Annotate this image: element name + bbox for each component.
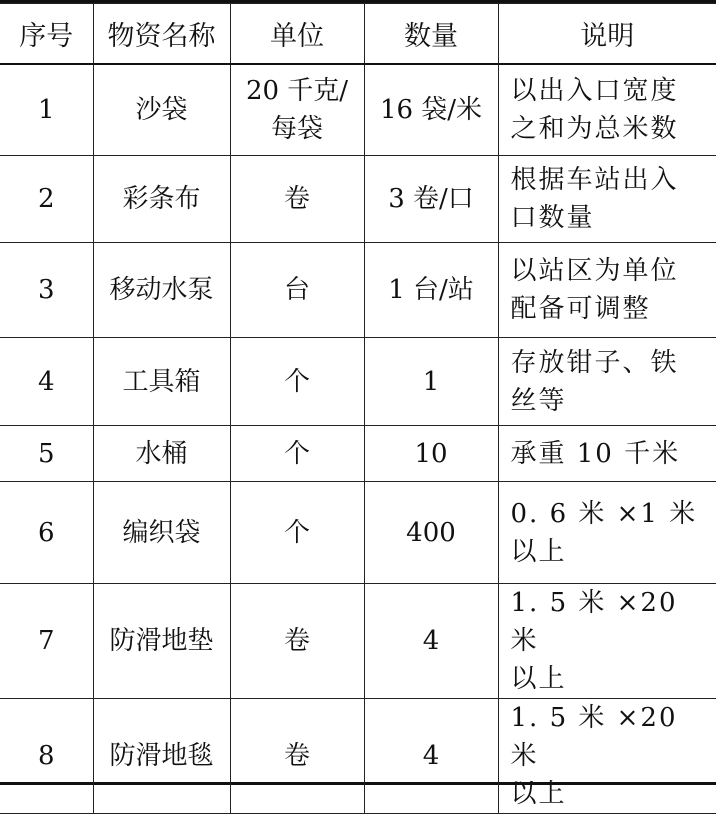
- cell-note: [498, 156, 716, 243]
- cell-unit: [230, 699, 364, 814]
- cell-note: [498, 64, 716, 156]
- table-row: [0, 699, 716, 814]
- header-no: 序号: [0, 4, 93, 64]
- cell-unit-text: 个: [283, 366, 310, 397]
- cell-note-text: 以出入口宽度 之和为总米数: [510, 75, 679, 144]
- table-row: [0, 64, 716, 156]
- cell-name: 防滑地毯: [93, 699, 230, 814]
- cell-unit: [230, 338, 364, 426]
- cell-name: 水桶: [93, 426, 230, 482]
- cell-note: [498, 482, 716, 584]
- cell-quantity: 400: [364, 482, 498, 584]
- table-header-row: [0, 4, 716, 64]
- header-name: 物资名称: [93, 4, 230, 64]
- materials-table: [0, 3, 716, 814]
- table-row: [0, 243, 716, 338]
- cell-unit: [230, 426, 364, 482]
- cell-note-text: 1. 5 米 ×20 米 以上: [510, 703, 678, 809]
- cell-no: 7: [0, 584, 93, 699]
- table-row: [0, 338, 716, 426]
- table-row: [0, 584, 716, 699]
- cell-name: 防滑地垫: [93, 584, 230, 699]
- cell-quantity: 1 台/站: [364, 243, 498, 338]
- cell-unit-text: 台: [283, 275, 310, 305]
- cell-note: [498, 584, 716, 699]
- cell-no: 3: [0, 243, 93, 338]
- cell-unit: [230, 156, 364, 243]
- cell-quantity: 1: [364, 338, 498, 426]
- cell-quantity: 3 卷/口: [364, 156, 498, 243]
- cell-note: [498, 243, 716, 338]
- cell-unit-text: 卷: [283, 741, 310, 771]
- cell-quantity: 16 袋/米: [364, 64, 498, 156]
- cell-quantity: 4: [364, 699, 498, 814]
- table-row: [0, 482, 716, 584]
- cell-name: 彩条布: [93, 156, 230, 243]
- cell-note: [498, 426, 716, 482]
- cell-note-text: 根据车站出入 口数量: [510, 165, 679, 233]
- cell-note-text: 以站区为单位 配备可调整: [510, 256, 679, 324]
- cell-name: 沙袋: [93, 64, 230, 156]
- cell-unit-text: 卷: [283, 184, 310, 214]
- cell-name: 编织袋: [93, 482, 230, 584]
- header-quantity: 数量: [364, 4, 498, 64]
- cell-no: 6: [0, 482, 93, 584]
- cell-no: 4: [0, 338, 93, 426]
- cell-quantity: 4: [364, 584, 498, 699]
- cell-no: 2: [0, 156, 93, 243]
- cell-note: [498, 338, 716, 426]
- header-note: 说明: [498, 4, 716, 64]
- table-row: [0, 426, 716, 482]
- cell-unit: [230, 584, 364, 699]
- cell-unit-text: 个: [283, 517, 310, 548]
- cell-unit: [230, 64, 364, 156]
- cell-unit: [230, 243, 364, 338]
- cell-note-text: 0. 6 米 ×1 米 以上: [510, 498, 698, 567]
- cell-unit-text: 20 千克/ 每袋: [245, 75, 349, 144]
- cell-no: 5: [0, 426, 93, 482]
- cell-unit-text: 个: [283, 438, 310, 469]
- cell-name: 移动水泵: [93, 243, 230, 338]
- cell-note-text: 1. 5 米 ×20 米 以上: [510, 588, 678, 694]
- cell-unit-text: 卷: [283, 626, 310, 656]
- cell-quantity: 10: [364, 426, 498, 482]
- table-row: [0, 156, 716, 243]
- header-unit: 单位: [230, 4, 364, 64]
- cell-name: 工具箱: [93, 338, 230, 426]
- cell-no: 8: [0, 699, 93, 814]
- cell-note-text: 承重 10 千米: [510, 438, 681, 469]
- cell-unit: [230, 482, 364, 584]
- cell-note-text: 存放钳子、铁 丝等: [510, 347, 679, 416]
- cell-note: [498, 699, 716, 814]
- cell-no: 1: [0, 64, 93, 156]
